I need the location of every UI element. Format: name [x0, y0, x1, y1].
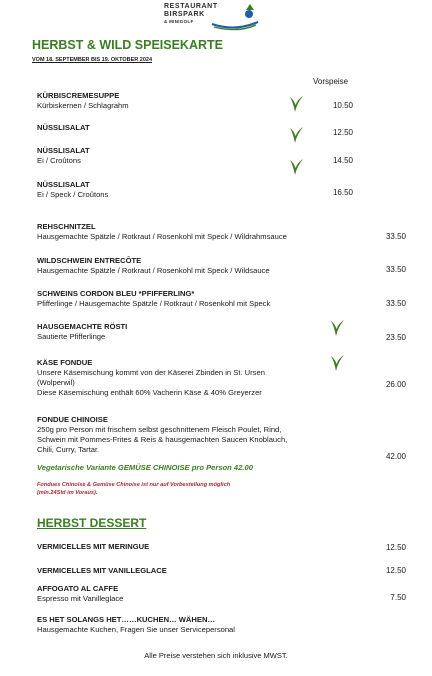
- preorder-note-line-1: Fondues Chinoise & Gemüse Chinoise ist nur auf Vorbestellung möglich: [37, 482, 231, 488]
- item-desc: Hausgemachte Spätzle / Rotkraut / Rosenkohl mit Speck / Wildrahmsauce: [37, 232, 287, 241]
- footer-note: Alle Preise verstehen sich inklusive MWST.: [144, 651, 288, 660]
- item-desc: Unsere Käsemischung kommt von der Käserei Zbinden in St. Ursen: [37, 368, 265, 377]
- item-name: NÜSSLISALAT: [37, 146, 90, 155]
- item-name: VERMICELLES MIT VANILLEGLACE: [37, 566, 167, 575]
- item-name: NÜSSLISALAT: [37, 123, 90, 132]
- logo-line-3: & MINIGOLF: [164, 19, 194, 25]
- logo-line-1: RESTAURANT: [164, 3, 218, 10]
- vegetarian-variant: Vegetarische Variante GEMÜSE CHINOISE pro Person 42.00: [37, 463, 253, 472]
- item-price: 33.50: [385, 299, 406, 308]
- item-name: KÄSE FONDUE: [37, 358, 93, 367]
- logo-line-2: BIRSPARK: [164, 10, 205, 18]
- item-price: 33.50: [385, 232, 406, 241]
- item-price: 42.00: [385, 452, 406, 461]
- item-name: HAUSGEMACHTE RÖSTI: [37, 322, 128, 331]
- item-price: 7.50: [390, 593, 406, 602]
- main-item: [37, 289, 367, 309]
- item-name: AFFOGATO AL CAFFE: [37, 584, 119, 593]
- item-desc: Hausgemachte Kuchen, Fragen Sie unser Servicepersonal: [37, 625, 235, 634]
- item-name: WILDSCHWEIN ENTRECÔTE: [37, 256, 142, 265]
- vegan-leaf-icon: [328, 318, 346, 338]
- item-price: 10.50: [332, 101, 353, 110]
- starter-item: [37, 180, 337, 200]
- vegan-leaf-icon: [287, 125, 305, 145]
- item-price: 12.50: [332, 128, 353, 137]
- dessert-title: HERBST DESSERT: [37, 516, 147, 530]
- main-item: [37, 358, 367, 398]
- preorder-note: [37, 481, 297, 497]
- item-name: FONDUE CHINOISE: [37, 415, 108, 424]
- menu-title: HERBST & WILD SPEISEKARTE: [32, 38, 223, 52]
- item-desc: 250g pro Person mit frischem selbst geschnittenem Fleisch Poulet, Rind,: [37, 425, 282, 434]
- main-item: [37, 222, 367, 242]
- item-desc: Ei / Croûtons: [37, 156, 81, 165]
- dessert-item: [37, 615, 367, 635]
- item-name: VERMICELLES MIT MERINGUE: [37, 542, 150, 551]
- item-desc: Espresso mit Vanilleglace: [37, 594, 124, 603]
- item-desc: Pfifferlinge / Hausgemachte Spätzle / Rotkraut / Rosenkohl mit Speck: [37, 299, 271, 308]
- item-price: 12.50: [385, 566, 406, 575]
- item-name: SCHWEINS CORDON BLEU *PFIFFERLING*: [37, 289, 195, 298]
- menu-dates: VOM 18. SEPTEMBER BIS 19. OKTOBER 2024: [32, 57, 153, 63]
- item-price: 26.00: [385, 380, 406, 389]
- main-item: [37, 415, 367, 455]
- restaurant-logo: [150, 2, 280, 32]
- item-price: 14.50: [332, 156, 353, 165]
- item-price: 12.50: [385, 543, 406, 552]
- dessert-item: [37, 542, 337, 552]
- item-price: 33.50: [385, 265, 406, 274]
- item-price: 23.50: [385, 333, 406, 342]
- vegan-leaf-icon: [287, 94, 305, 114]
- column-header-vorspeise: Vorspeise: [313, 77, 349, 86]
- item-name: NÜSSLISALAT: [37, 180, 90, 189]
- item-desc: (Wolperwil): [37, 378, 75, 387]
- main-item: [37, 256, 367, 276]
- item-price: 16.50: [332, 188, 353, 197]
- logo-swoosh-icon: [150, 2, 280, 32]
- item-name: REHSCHNITZEL: [37, 222, 96, 231]
- vegan-leaf-icon: [287, 157, 305, 177]
- item-desc: Kürbiskernen / Schlagrahm: [37, 101, 129, 110]
- preorder-note-line-2: (min.24Std im Voraus).: [37, 490, 98, 496]
- item-name: ES HET SOLANGS HET……KUCHEN… WÄHEN…: [37, 615, 216, 624]
- item-name: KÜRBISCREMESUPPE: [37, 91, 120, 100]
- item-desc: Hausgemachte Spätzle / Rotkraut / Rosenkohl mit Speck / Wildsauce: [37, 266, 270, 275]
- dessert-item: [37, 566, 337, 576]
- item-desc: Chili, Curry, Tartar.: [37, 445, 100, 454]
- item-desc: Diese Käsemischung enthält 60% Vacherin Käse & 40% Greyerzer: [37, 388, 262, 397]
- dessert-item: [37, 584, 337, 604]
- item-desc: Ei / Speck / Croûtons: [37, 190, 109, 199]
- item-desc: Sautierte Pfifferlinge: [37, 332, 106, 341]
- vegan-leaf-icon: [328, 353, 346, 373]
- item-desc: Schwein mit Pommes-Frites & Reis & hausgemachten Saucen Knoblauch,: [37, 435, 288, 444]
- main-item: [37, 322, 367, 342]
